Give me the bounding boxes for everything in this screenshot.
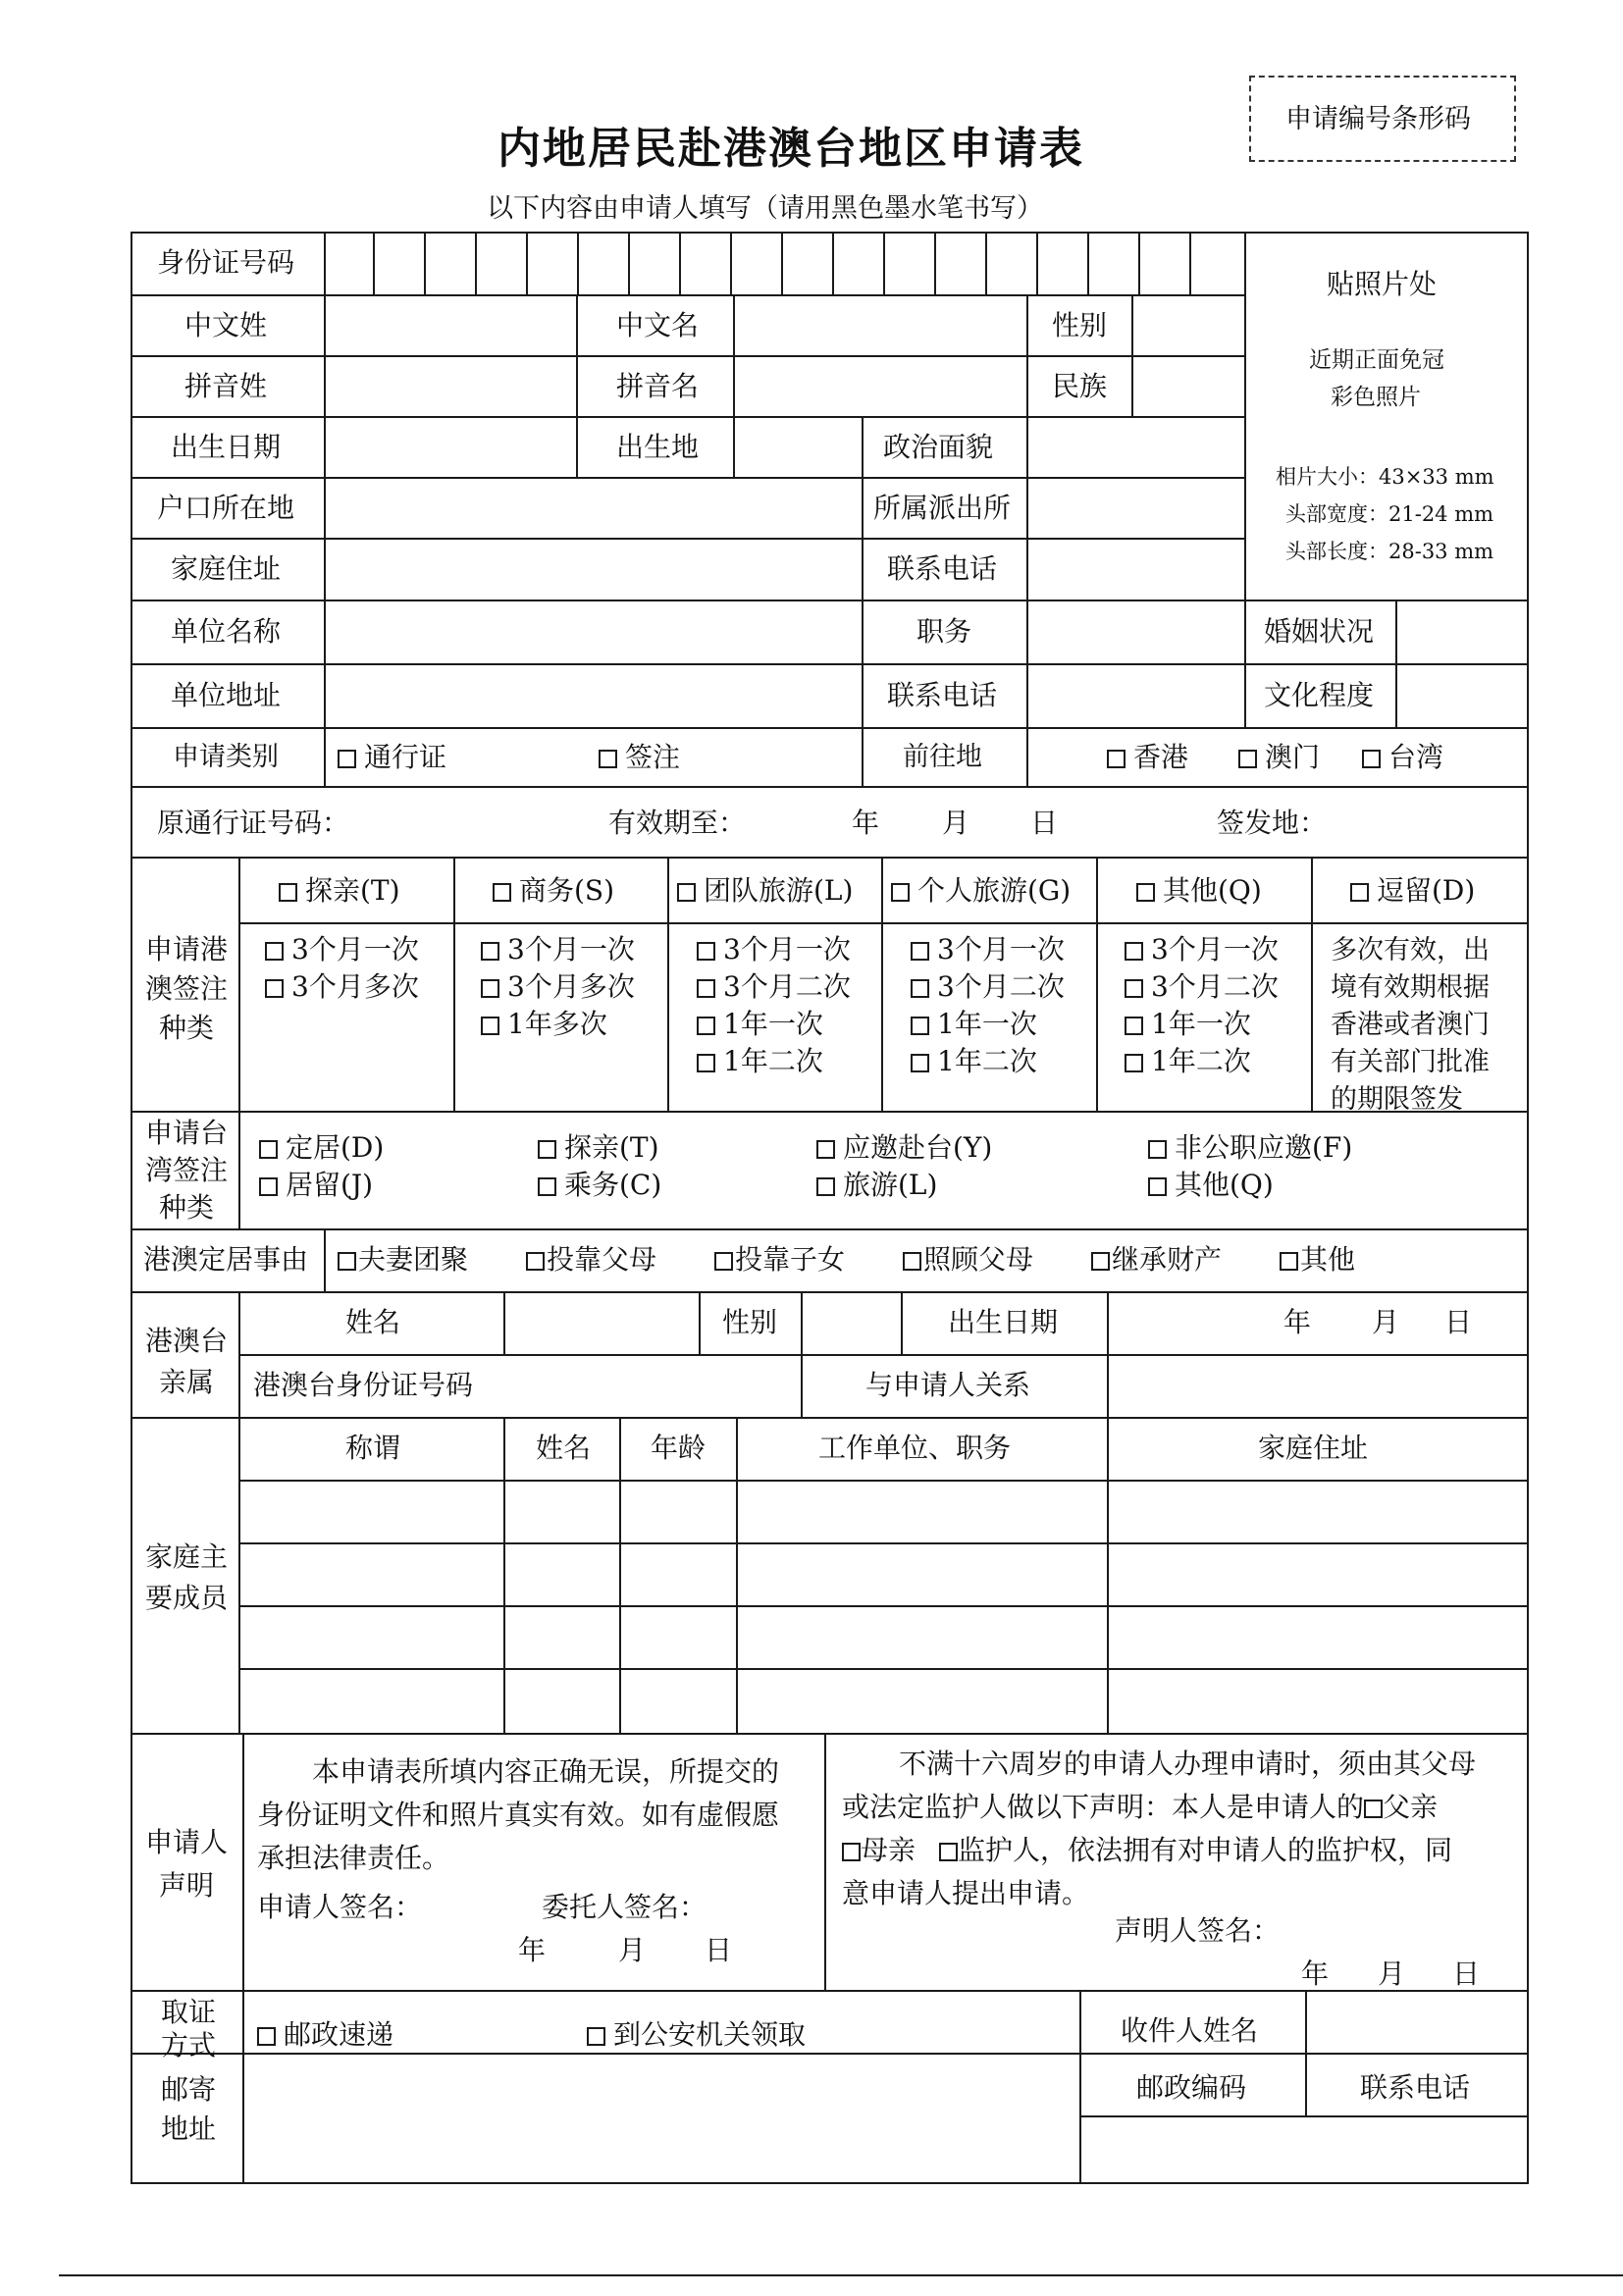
checkbox-icon xyxy=(697,942,715,961)
settle-spouse-checkbox[interactable]: 夫妻团聚 xyxy=(338,1246,468,1274)
checkbox-icon xyxy=(1125,942,1143,961)
mailing-address-label: 邮寄 地址 xyxy=(160,2073,216,2145)
settlement-reason-label: 港澳定居事由 xyxy=(143,1243,309,1276)
family-address-header: 家庭住址 xyxy=(1258,1432,1369,1464)
checkbox-icon xyxy=(493,883,511,902)
photo-area-title: 贴照片处 xyxy=(1327,268,1438,300)
taiwan-checkbox[interactable]: 台湾 xyxy=(1362,744,1443,771)
individual-tour-option[interactable]: 1年二次 xyxy=(911,1048,1037,1075)
photo-area-line1: 近期正面免冠 xyxy=(1309,347,1444,373)
hukou-label: 户口所在地 xyxy=(157,492,295,524)
guardian-declaration-line2: 或法定监护人做以下声明：本人是申请人的 父亲 xyxy=(842,1791,1439,1823)
hongkong-checkbox[interactable]: 香港 xyxy=(1107,744,1188,771)
relative-birth-label: 出生日期 xyxy=(948,1306,1059,1338)
settle-other-checkbox[interactable]: 其他 xyxy=(1280,1246,1355,1274)
checkbox-icon xyxy=(599,750,617,768)
checkbox-icon xyxy=(911,1054,929,1072)
tw-crew-c-checkbox[interactable]: 乘务(C) xyxy=(538,1172,661,1199)
relative-id-label: 港澳台身份证号码 xyxy=(253,1369,474,1401)
stay-d-checkbox[interactable]: 逗留(D) xyxy=(1350,877,1475,905)
visit-family-option[interactable]: 3个月一次 xyxy=(265,936,419,964)
checkbox-icon xyxy=(257,2027,276,2046)
checkbox-icon xyxy=(338,1252,356,1271)
collection-method-label: 取证 方式 xyxy=(160,1996,216,2061)
employer-address-label: 单位地址 xyxy=(171,679,282,711)
checkbox-icon xyxy=(538,1177,556,1196)
relative-gender-label: 性别 xyxy=(722,1306,778,1338)
valid-until-label: 有效期至： xyxy=(608,807,747,839)
checkbox-icon xyxy=(1107,750,1126,768)
checkbox-icon xyxy=(891,883,910,902)
checkbox-icon xyxy=(265,979,284,998)
other-option[interactable]: 1年二次 xyxy=(1125,1048,1251,1075)
checkbox-icon xyxy=(1125,1054,1143,1072)
family-age-header: 年龄 xyxy=(651,1432,707,1464)
head-length-spec: 头部长度：28-33 mm xyxy=(1285,540,1494,563)
police-station-label: 所属派出所 xyxy=(873,492,1012,524)
applicant-sign-day: 日 xyxy=(705,1934,733,1966)
employer-label: 单位名称 xyxy=(171,615,282,648)
receiver-name-label: 收件人姓名 xyxy=(1121,2014,1259,2047)
form-subtitle: 以下内容由申请人填写（请用黑色墨水笔书写） xyxy=(487,193,1043,224)
photo-size-spec: 相片大小：43×33 mm xyxy=(1276,465,1494,489)
relative-relation-label: 与申请人关系 xyxy=(865,1369,1031,1401)
other-option[interactable]: 3个月二次 xyxy=(1125,973,1279,1001)
postcode-label: 邮政编码 xyxy=(1136,2071,1247,2104)
guardian-declaration-line1: 不满十六周岁的申请人办理申请时，须由其父母 xyxy=(899,1748,1477,1780)
tw-tour-l-checkbox[interactable]: 旅游(L) xyxy=(816,1172,937,1199)
business-s-checkbox[interactable]: 商务(S) xyxy=(493,877,614,905)
checkbox-icon xyxy=(1136,883,1155,902)
tw-other-q-checkbox[interactable]: 其他(Q) xyxy=(1148,1172,1274,1199)
applicant-sign-year: 年 xyxy=(518,1934,547,1966)
checkbox-icon xyxy=(1148,1177,1167,1196)
declarant-sign-year: 年 xyxy=(1301,1957,1330,1990)
checkbox-icon xyxy=(911,1017,929,1035)
phone-label-2: 联系电话 xyxy=(887,679,998,711)
checkbox-icon xyxy=(1148,1140,1167,1159)
education-label: 文化程度 xyxy=(1264,679,1375,711)
other-option[interactable]: 3个月一次 xyxy=(1125,936,1279,964)
settle-care-parents-checkbox[interactable]: 照顾父母 xyxy=(903,1246,1033,1274)
birth-place-label: 出生地 xyxy=(616,431,700,463)
checkbox-icon xyxy=(1350,883,1369,902)
pinyin-surname-label: 拼音姓 xyxy=(184,370,268,402)
family-name-header: 姓名 xyxy=(536,1432,592,1464)
relative-birth-month: 月 xyxy=(1372,1306,1400,1338)
checkbox-icon xyxy=(587,2027,605,2046)
agent-signature-label: 委托人签名： xyxy=(542,1891,707,1923)
relative-birth-year: 年 xyxy=(1283,1306,1312,1338)
checkbox-icon xyxy=(481,979,499,998)
macau-checkbox[interactable]: 澳门 xyxy=(1238,744,1320,771)
declarant-signature-label: 声明人签名： xyxy=(1115,1914,1281,1947)
political-status-label: 政治面貌 xyxy=(883,431,994,463)
relative-name-label: 姓名 xyxy=(345,1306,401,1338)
id-number-field[interactable] xyxy=(326,234,1243,294)
tw-residence-j-checkbox[interactable]: 居留(J) xyxy=(259,1172,373,1199)
tw-settle-d-checkbox[interactable]: 定居(D) xyxy=(259,1134,384,1162)
postal-express-checkbox[interactable]: 邮政速递 xyxy=(257,2021,393,2049)
contact-phone-label: 联系电话 xyxy=(1360,2071,1471,2104)
marital-status-label: 婚姻状况 xyxy=(1264,615,1375,648)
family-title-header: 称谓 xyxy=(345,1432,401,1464)
guardian-declaration-line3: 母亲 监护人，依法拥有对申请人的监护权，同 xyxy=(842,1837,1452,1864)
business-option[interactable]: 3个月一次 xyxy=(481,936,635,964)
checkbox-icon xyxy=(816,1177,835,1196)
checkbox-icon xyxy=(1091,1252,1110,1271)
checkbox-icon xyxy=(1280,1252,1298,1271)
tw-nonpublic-f-checkbox[interactable]: 非公职应邀(F) xyxy=(1148,1134,1352,1162)
checkbox-icon xyxy=(714,1252,733,1271)
pinyin-name-label: 拼音名 xyxy=(616,370,700,402)
gender-label: 性别 xyxy=(1052,309,1108,341)
birth-date-label: 出生日期 xyxy=(171,431,282,463)
barcode-label: 申请编号条形码 xyxy=(1285,104,1471,134)
hkmo-visa-label: 申请港 澳签注 种类 xyxy=(144,933,228,1044)
stay-note: 多次有效，出 境有效期根据 香港或者澳门 有关部门批准 的期限签发 xyxy=(1331,935,1490,1115)
checkbox-icon xyxy=(697,1017,715,1035)
home-address-label: 家庭住址 xyxy=(171,552,282,585)
checkbox-icon xyxy=(538,1140,556,1159)
photo-area-line2: 彩色照片 xyxy=(1331,385,1421,410)
mother-checkbox[interactable] xyxy=(842,1843,861,1861)
family-label: 家庭主 要成员 xyxy=(144,1540,228,1614)
checkbox-icon xyxy=(816,1140,835,1159)
visit-family-t-checkbox[interactable]: 探亲(T) xyxy=(279,877,400,905)
declarant-sign-month: 月 xyxy=(1378,1957,1406,1990)
checkbox-icon xyxy=(265,942,284,961)
declarant-sign-day: 日 xyxy=(1452,1957,1481,1990)
checkbox-icon xyxy=(1362,750,1381,768)
issue-place-label: 签发地： xyxy=(1217,807,1328,839)
individual-tour-option[interactable]: 1年一次 xyxy=(911,1011,1037,1038)
declaration-label: 申请人 声明 xyxy=(144,1826,228,1902)
id-number-label: 身份证号码 xyxy=(157,246,295,279)
other-q-checkbox[interactable]: 其他(Q) xyxy=(1136,877,1262,905)
checkbox-icon xyxy=(338,750,356,768)
form-title: 内地居民赴港澳台地区申请表 xyxy=(497,124,1084,174)
checkbox-icon xyxy=(1125,979,1143,998)
checkbox-icon xyxy=(259,1140,278,1159)
checkbox-icon xyxy=(697,1054,715,1072)
checkbox-icon xyxy=(677,883,696,902)
head-width-spec: 头部宽度：21-24 mm xyxy=(1285,502,1494,526)
checkbox-icon xyxy=(903,1252,921,1271)
group-tour-option[interactable]: 3个月一次 xyxy=(697,936,851,964)
relative-label: 港澳台 亲属 xyxy=(144,1325,228,1398)
valid-month-label: 月 xyxy=(942,807,970,839)
position-label: 职务 xyxy=(916,615,972,648)
visit-family-option[interactable]: 3个月多次 xyxy=(265,973,419,1001)
group-tour-l-checkbox[interactable]: 团队旅游(L) xyxy=(677,877,853,905)
ethnicity-label: 民族 xyxy=(1052,370,1108,402)
checkbox-icon xyxy=(481,942,499,961)
guardian-declaration-line4: 意申请人提出申请。 xyxy=(842,1877,1090,1909)
checkbox-icon xyxy=(481,1017,499,1035)
settle-inherit-checkbox[interactable]: 继承财产 xyxy=(1091,1246,1222,1274)
taiwan-visa-label: 申请台 湾签注 种类 xyxy=(144,1117,228,1224)
permit-checkbox[interactable]: 通行证 xyxy=(338,744,446,771)
checkbox-icon xyxy=(1238,750,1257,768)
group-tour-option[interactable]: 3个月二次 xyxy=(697,973,851,1001)
other-option[interactable]: 1年一次 xyxy=(1125,1011,1251,1038)
group-tour-option[interactable]: 1年二次 xyxy=(697,1048,823,1075)
group-tour-option[interactable]: 1年一次 xyxy=(697,1011,823,1038)
applicant-sign-month: 月 xyxy=(618,1934,647,1966)
original-permit-label: 原通行证号码： xyxy=(157,807,350,839)
checkbox-icon xyxy=(911,942,929,961)
checkbox-icon xyxy=(911,979,929,998)
business-option[interactable]: 3个月多次 xyxy=(481,973,635,1001)
checkbox-icon xyxy=(1125,1017,1143,1035)
family-work-header: 工作单位、职务 xyxy=(818,1432,1012,1464)
endorsement-checkbox[interactable]: 签注 xyxy=(599,744,680,771)
tw-invited-y-checkbox[interactable]: 应邀赴台(Y) xyxy=(816,1134,992,1162)
individual-tour-g-checkbox[interactable]: 个人旅游(G) xyxy=(891,877,1071,905)
individual-tour-option[interactable]: 3个月二次 xyxy=(911,973,1065,1001)
business-option[interactable]: 1年多次 xyxy=(481,1011,607,1038)
phone-label-1: 联系电话 xyxy=(887,552,998,585)
settle-parents-checkbox[interactable]: 投靠父母 xyxy=(526,1246,656,1274)
tw-visit-t-checkbox[interactable]: 探亲(T) xyxy=(538,1134,659,1162)
individual-tour-option[interactable]: 3个月一次 xyxy=(911,936,1065,964)
checkbox-icon xyxy=(697,979,715,998)
checkbox-icon xyxy=(526,1252,545,1271)
application-category-label: 申请类别 xyxy=(173,742,279,772)
destination-label: 前往地 xyxy=(903,742,982,772)
relative-birth-day: 日 xyxy=(1444,1306,1473,1338)
valid-day-label: 日 xyxy=(1030,807,1059,839)
settle-children-checkbox[interactable]: 投靠子女 xyxy=(714,1246,845,1274)
police-pickup-checkbox[interactable]: 到公安机关领取 xyxy=(587,2021,806,2049)
applicant-declaration-text: 本申请表所填内容正确无误，所提交的 身份证明文件和照片真实有效。如有虚假愿 承担法律责任。 xyxy=(257,1755,780,1874)
chinese-name-label: 中文名 xyxy=(616,309,700,341)
chinese-surname-label: 中文姓 xyxy=(184,309,268,341)
father-checkbox[interactable] xyxy=(1364,1800,1383,1818)
checkbox-icon xyxy=(279,883,297,902)
valid-year-label: 年 xyxy=(852,807,880,839)
checkbox-icon xyxy=(259,1177,278,1196)
applicant-signature-label: 申请人签名： xyxy=(257,1891,423,1923)
guardian-checkbox[interactable] xyxy=(939,1843,958,1861)
